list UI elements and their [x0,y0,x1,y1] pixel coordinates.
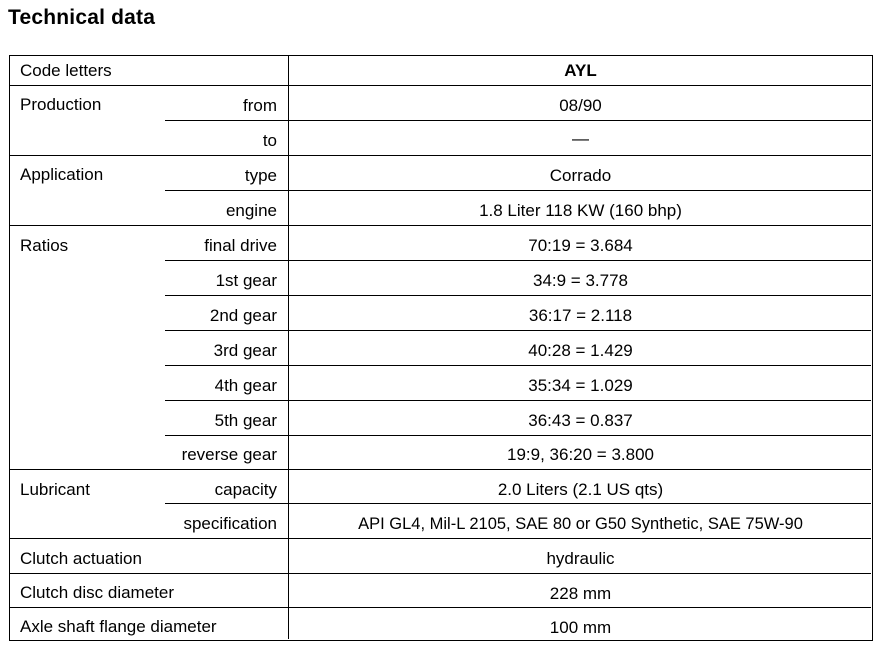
subrow-divider [165,365,871,366]
application-type-value: Corrado [549,166,612,185]
ratio-row-label: 5th gear [214,411,277,430]
ratio-row-value: 70:19 = 3.684 [528,236,633,255]
application-label: Application [20,165,104,184]
subrow-divider [165,503,871,504]
subrow-divider [165,400,871,401]
ratio-row-value: 40:28 = 1.429 [528,341,633,360]
row-divider [10,469,871,470]
subrow-divider [165,120,871,121]
technical-data-table [9,55,873,641]
ratio-row-label: 2nd gear [209,306,277,325]
production-to-label: to [262,131,277,150]
application-type-label: type [244,166,277,185]
clutch-disc-value: 228 mm [549,584,612,603]
production-to-value: — [572,129,589,148]
subrow-divider [165,295,871,296]
application-engine-label: engine [225,201,277,220]
ratio-row-value: 34:9 = 3.778 [532,271,628,290]
row-divider [10,538,871,539]
ratio-row-value: 36:43 = 0.837 [528,411,633,430]
ratio-row-label: 4th gear [214,376,277,395]
ratio-row-value: 36:17 = 2.118 [528,306,633,325]
row-divider [10,573,871,574]
ratio-row-label: reverse gear [181,445,277,464]
axle-flange-value: 100 mm [549,618,612,637]
ratio-row-value: 19:9, 36:20 = 3.800 [507,445,654,464]
column-divider [288,56,289,639]
row-divider [10,607,871,608]
axle-flange-label: Axle shaft flange diameter [20,617,217,636]
ratios-label: Ratios [20,236,69,255]
code-letters-value: AYL [564,61,597,80]
application-engine-value: 1.8 Liter 118 KW (160 bhp) [479,201,682,220]
ratio-row-label: 3rd gear [213,341,277,360]
production-from-label: from [243,96,277,115]
subrow-divider [165,435,871,436]
lubricant-spec-label: specification [183,514,277,533]
lubricant-capacity-value: 2.0 Liters (2.1 US qts) [497,480,664,499]
production-label: Production [20,95,102,114]
ratio-row-value: 35:34 = 1.029 [528,376,633,395]
lubricant-spec-value: API GL4, Mil-L 2105, SAE 80 or G50 Synthetic, SAE 75W-90 [358,515,803,533]
clutch-disc-label: Clutch disc diameter [20,583,175,602]
row-divider [10,225,871,226]
lubricant-label: Lubricant [20,480,90,499]
row-divider [10,85,871,86]
code-letters-label: Code letters [20,61,112,80]
ratio-row-label: 1st gear [215,271,277,290]
clutch-actuation-value: hydraulic [546,549,615,568]
lubricant-capacity-label: capacity [214,480,277,499]
ratio-row-label: final drive [204,236,277,255]
subrow-divider [165,330,871,331]
row-divider [10,155,871,156]
clutch-actuation-label: Clutch actuation [20,549,142,568]
subrow-divider [165,260,871,261]
page-title: Technical data [8,6,156,29]
subrow-divider [165,190,871,191]
production-from-value: 08/90 [559,96,602,115]
